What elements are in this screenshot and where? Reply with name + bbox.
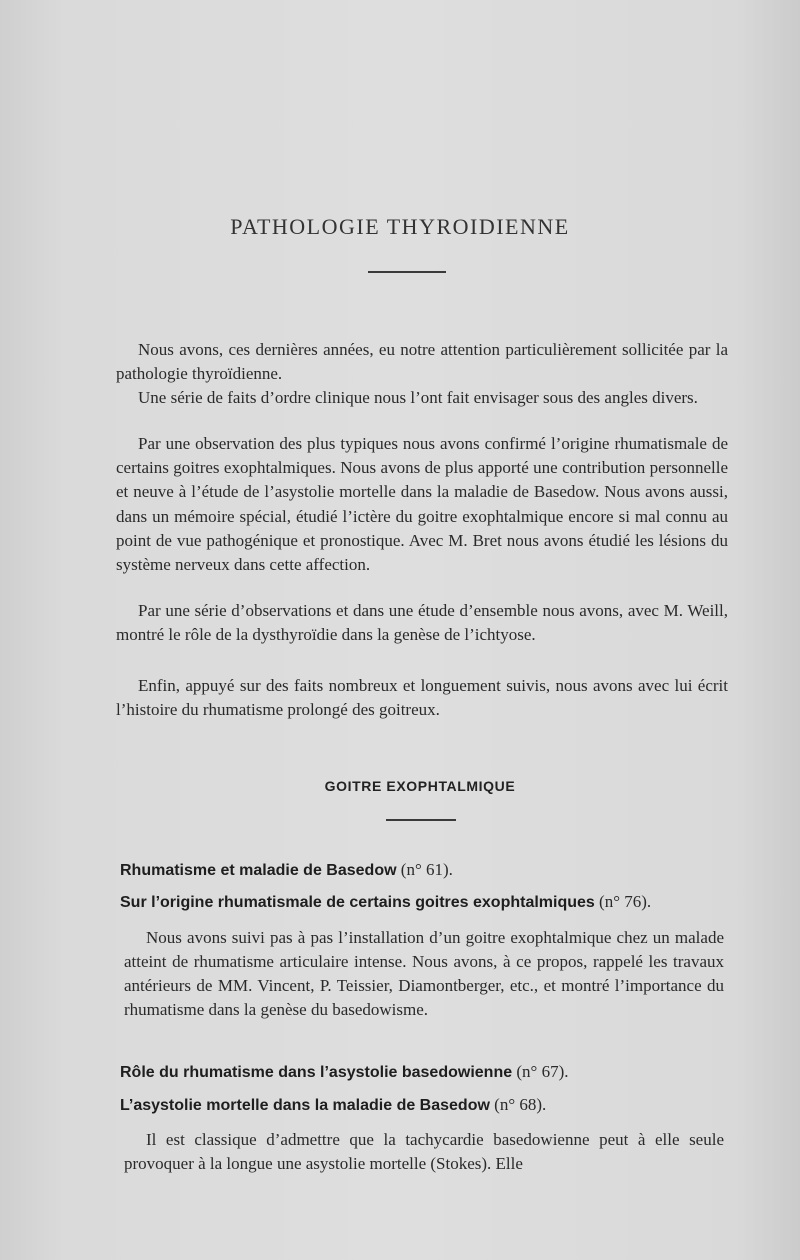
entry-title: L’asystolie mortelle dans la maladie de Basedow xyxy=(120,1097,490,1114)
section-divider xyxy=(386,819,456,821)
entry-title: Rôle du rhumatisme dans l’asystolie basedowienne xyxy=(120,1064,513,1081)
intro-paragraph: Nous avons, ces dernières années, eu notre attention particulièrement sollicitée par la pathologie thyroïdienne. xyxy=(116,340,728,384)
entry-title: Rhumatisme et maladie de Basedow xyxy=(120,862,397,879)
section-title: GOITRE EXOPHTALMIQUE xyxy=(324,778,516,794)
intro-paragraph: Par une observation des plus typiques nous avons confirmé l’origine rhumatismale de certains goitres exophtalmiques. Nous avons de plus apporté une contribution personnelle et neuve à l’étude de l’asystolie mortelle dans la maladie de Basedow. Nous avons aussi, dans un mémoire spécial, étudié l’ictère du goitre exophtalmique encore si mal connu au point de vue pathogénique et pronostique. Avec M. Bret nous avons étudié les lésions du système nerveux dans cette affection. xyxy=(116,434,728,575)
entry-ref: (n° 67). xyxy=(516,1062,569,1081)
body-paragraph: Nous avons suivi pas à pas l’installation d’un goitre exophtalmique chez un malade atteint de rhumatisme articulaire intense. Nous avons, à ce propos, rappelé les travaux antérieurs de MM. Vincent, P. Teissier, Diamontberger, etc., et montré l’importance du rhumatisme dans la genèse du basedowisme. xyxy=(124,928,724,1019)
intro-paragraph: Enfin, appuyé sur des faits nombreux et longuement suivis, nous avons avec lui écrit l’histoire du rhumatisme prolongé des goitreux. xyxy=(116,676,728,720)
page-title: PATHOLOGIE THYROIDIENNE xyxy=(230,214,570,239)
intro-paragraph: Une série de faits d’ordre clinique nous l’ont fait envisager sous des angles divers. xyxy=(138,388,698,407)
entry-heading xyxy=(120,890,740,915)
entry-title: Sur l’origine rhumatismale de certains goitres exophtalmiques xyxy=(120,894,595,911)
entry-heading xyxy=(120,1093,740,1118)
intro-paragraph: Par une série d’observations et dans une étude d’ensemble nous avons, avec M. Weill, montré le rôle de la dysthyroïdie dans la genèse de l’ichtyose. xyxy=(116,601,728,645)
title-divider xyxy=(368,271,446,273)
entry-heading xyxy=(120,1060,740,1085)
entry-ref: (n° 61). xyxy=(400,860,453,879)
entry-ref: (n° 76). xyxy=(599,892,652,911)
entry-heading xyxy=(120,858,740,883)
body-paragraph: Il est classique d’admettre que la tachycardie basedowienne peut à elle seule provoquer à la longue une asystolie mortelle (Stokes). Elle xyxy=(124,1130,724,1173)
entry-ref: (n° 68). xyxy=(494,1095,547,1114)
